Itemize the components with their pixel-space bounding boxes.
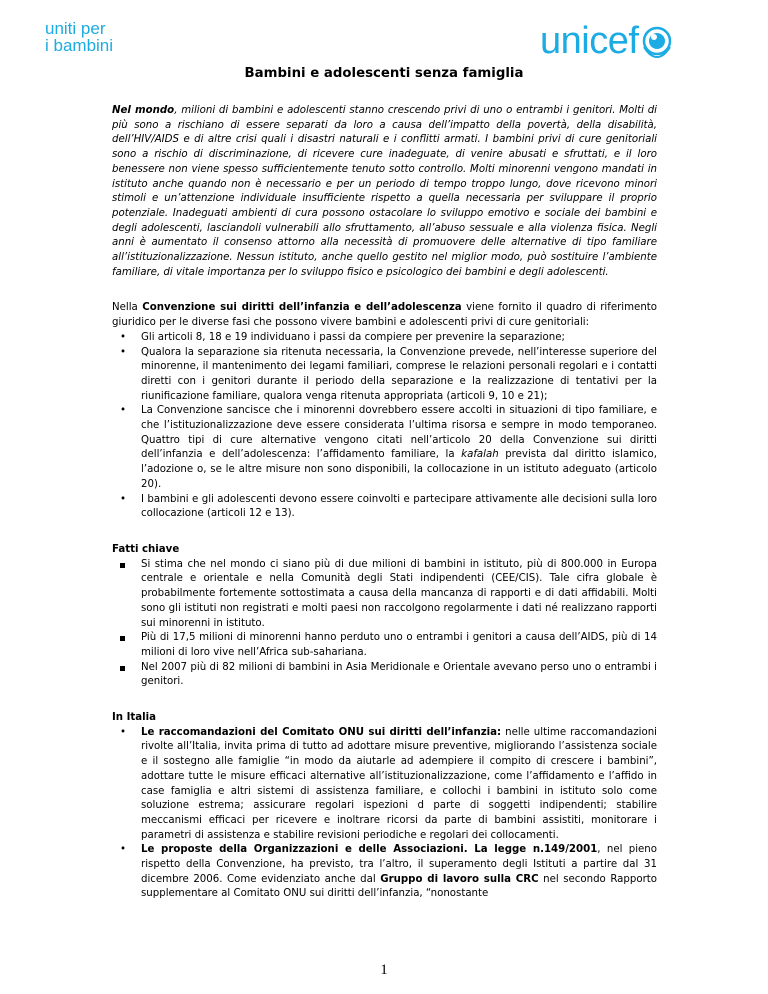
italy-heading — [112, 711, 657, 726]
list-item: • Gli articoli 8, 18 e 19 individuano i passi da compiere per prevenire la separazione; — [120, 331, 565, 343]
text: Gruppo di lavoro sulla CRC — [380, 873, 539, 885]
page-number: 1 — [380, 962, 388, 978]
text: Gli articoli 8, 18 e 19 individuano i passi da compiere per prevenire la separazione; — [141, 331, 565, 343]
text: Più di 17,5 milioni di minorenni hanno perduto uno o entrambi i genitori a causa dell’AIDS, più di 14 milioni di loro vive nell’Africa sub-sahariana. — [141, 632, 657, 658]
italy-list — [112, 726, 657, 902]
unicef-logo — [540, 20, 674, 63]
text: La Convenzione sancisce che i minorenni dovrebbero essere accolti in situazioni di tipo familiare, e che l’istituzionalizzazione deve essere considerata l’ultima risorsa e sempre in modo temporaneo. Quattro tipi di cure alternative vengono citati nell’articolo 20 della Convenzione sui diritti dell’infanzia e dell’adolescenza: l’affidamento familiare, la — [141, 405, 657, 461]
text: Nel 2007 più di 82 milioni di bambini in Asia Meridionale e Orientale avevano perso uno o entrambi i genitori. — [141, 661, 657, 688]
text: viene fornito il quadro di riferimento giuridico per le diverse fasi che possono vivere bambini e adolescenti privi di cure genitoriali: — [112, 302, 658, 329]
text: nelle ultime raccomandazioni rivolte all’Italia, invita prima di tutto ad adottare misure preventive, migliorando l’assistenza sociale e il sostegno alle famiglie “in modo da aiutarle ad adempiere il compito di crescere i bambini”, adottare tutte le misure efficaci alternative all’istituzionalizzazione, come l’affidamento e l’affido in case famiglia e altri sistemi di assistenza familiare, e collochi i bambini in istituto solo come soluzione estrema; assicurare regolari ispezioni d parte di soggetti indipendenti; stabilire meccanismi efficaci per ricevere e inoltrare ricorsi da parte di bambini assistiti, monitorare i parametri di assistenza e stabilire revisioni periodiche e regolari dei collocamenti. — [141, 726, 657, 841]
text: Si stima che nel mondo ci siano più di due milioni di bambini in istituto, più di 800.000 in Europa centrale e orientale e nella Comunità degli Stati indipendenti (CEE/CIS). Tale cifra globale è probabilmente fortemente sottostimata a causa della mancanza di rapporti e di dati affidabili. Molti sono gli istituti non registrati e molti paesi non raccolgono regolarmente i dati né realizzano rapporti sui minorenni in istituto. — [141, 558, 657, 629]
heading: Fatti chiave — [112, 543, 180, 555]
list-item — [112, 661, 657, 690]
text: Qualora la separazione sia ritenuta necessaria, la Convenzione prevede, nell’interesse superiore del minorenne, il mantenimento dei legami familiari, comprese le relazioni personali regolari e i contatti diretti con i genitori durante il periodo della separazione e la realizzazione di tentativi per la riunificazione familiare, qualora venga ritenuta appropriata (articoli 9, 10 e 21); — [141, 346, 657, 402]
key-facts-list — [112, 558, 657, 690]
text: , nel pieno rispetto della Convenzione, ha previsto, tra l’altro, il superamento degli Istituti a partire dal 31 dicembre 2006. Come evidenziato anche dal — [141, 844, 657, 885]
text: nel secondo Rapporto supplementare al Comitato ONU sui diritti dell’infanzia, “nonostante — [141, 873, 657, 900]
term: kafalah — [461, 449, 499, 461]
intro-text: , milioni di bambini e adolescenti stanno crescendo privi di uno o entrambi i genitori. Molti di più sono a rischiano di essere separati da loro a causa dell’impatto della povertà, della disabilità, dell’HIV/AIDS e di altre crisi quali i disastri naturali e i conflitti armati. I bambini privi di cure genitoriali sono a rischio di discriminazione, di ricevere cure inadeguate, di venire abusati e sfruttati, e il loro benessere non viene spesso sufficientemente tenuto sotto controllo. Molti minorenni vengono mandati in istituto anche quando non è necessario e per un periodo di tempo troppo lungo, dove ricevono minori stimoli e un’attenzione individuale insufficiente rispetto a quella necessaria per sviluppare il proprio potenziale. Inadeguati ambienti di cura possono ostacolare lo sviluppo emotivo e sociale dei bambini e degli adolescenti, lasciandoli vulnerabili allo sfruttamento, all’abuso sessuale e alla violenza fisica. Negli anni è aumentato il consenso attorno alla necessità di promuovere delle alternative di tipo familiare all’istituzionalizzazione. Nessun istituto, anche quello gestito nel miglior modo, può sostituire l’ambiente familiare, di vitale importanza per lo sviluppo fisico e psicologico dei bambini e degli adolescenti. — [112, 105, 657, 278]
list-item — [112, 558, 657, 632]
list-item: • I bambini e gli adolescenti devono essere coinvolti e partecipare attivamente alle decisioni sulla loro collocazione (articoli 12 e 13). — [120, 493, 657, 520]
list-item — [112, 631, 657, 660]
unicef-wordmark: unicef — [540, 20, 639, 62]
list-item: • Qualora la separazione sia ritenuta necessaria, la Convenzione prevede, nell’interesse superiore del minorenne, il mantenimento dei legami familiari, comprese le relazioni personali regolari e i contatti diretti con i genitori durante il periodo della separazione e la realizzazione di tentativi per la riunificazione familiare, qualora venga ritenuta appropriata (articoli 9, 10 e 21); — [120, 346, 657, 402]
text: Le proposte della Organizzazioni e delle Associazioni. La legge n.149/2001 — [141, 844, 598, 856]
document-body — [112, 104, 657, 902]
convention-list — [112, 331, 657, 522]
text: prevista dal diritto islamico, l’adozione o, se le altre misure non sono disponibili, la collocazione in un istituto adeguato (articolo 20). — [141, 449, 658, 490]
convention-paragraph — [112, 301, 657, 330]
text: Nella — [112, 302, 143, 314]
page-title: Bambini e adolescenti senza famiglia — [244, 66, 524, 81]
convention-title: Convenzione sui diritti dell’infanzia e dell’adolescenza — [142, 302, 462, 314]
list-item: • Le raccomandazioni del Comitato ONU sui diritti dell’infanzia: nelle ultime raccomandazioni rivolte all’Italia, invita prima di tutto ad adottare misure preventive, migliorando l’assistenza sociale e il sostegno alle famiglie “in modo da aiutarle ad adempiere il compito di crescere i bambini”, adottare tutte le misure efficaci alternative all’istituzionalizzazione, come l’affidamento e l’affido in case famiglia e altri sistemi di assistenza familiare, e collochi i bambini in istituto solo come soluzione estrema; assicurare regolari ispezioni d parte di soggetti indipendenti; stabilire meccanismi efficaci per ricevere e inoltrare ricorsi da parte di bambini assistiti, monitorare i parametri di assistenza e stabilire revisioni periodiche e regolari dei collocamenti. — [120, 726, 657, 841]
list-item: • La Convenzione sancisce che i minorenni dovrebbero essere accolti in situazioni di tipo familiare, e che l’istituzionalizzazione deve essere considerata l’ultima risorsa e sempre in modo temporaneo. Quattro tipi di cure alternative vengono citati nell’articolo 20 della Convenzione sui diritti dell’infanzia e dell’adolescenza: l’affidamento familiare, la kafalah prevista dal diritto islamico, l’adozione o, se le altre misure non sono disponibili, la collocazione in un istituto adeguato (articolo 20). — [120, 405, 658, 490]
unicef-emblem-icon — [640, 25, 674, 59]
heading: In Italia — [112, 712, 156, 724]
logo-line: i bambini — [45, 36, 114, 55]
intro-lead: Nel mondo — [112, 105, 175, 116]
key-facts-heading — [112, 543, 657, 558]
text: Le raccomandazioni del Comitato ONU sui diritti dell’infanzia: — [141, 726, 502, 738]
uniti-per-i-bambini-logo — [45, 20, 113, 54]
logo-line: uniti per — [45, 19, 106, 38]
list-item: • Le proposte della Organizzazioni e delle Associazioni. La legge n.149/2001, nel pieno rispetto della Convenzione, ha previsto, tra l’altro, il superamento degli Istituti a partire dal 31 dicembre 2006. Come evidenziato anche dal Gruppo di lavoro sulla CRC nel secondo Rapporto supplementare al Comitato ONU sui diritti dell’infanzia, “nonostante — [120, 844, 657, 900]
text: I bambini e gli adolescenti devono essere coinvolti e partecipare attivamente alle decisioni sulla loro collocazione (articoli 12 e 13). — [141, 493, 657, 520]
intro-paragraph — [112, 104, 657, 280]
